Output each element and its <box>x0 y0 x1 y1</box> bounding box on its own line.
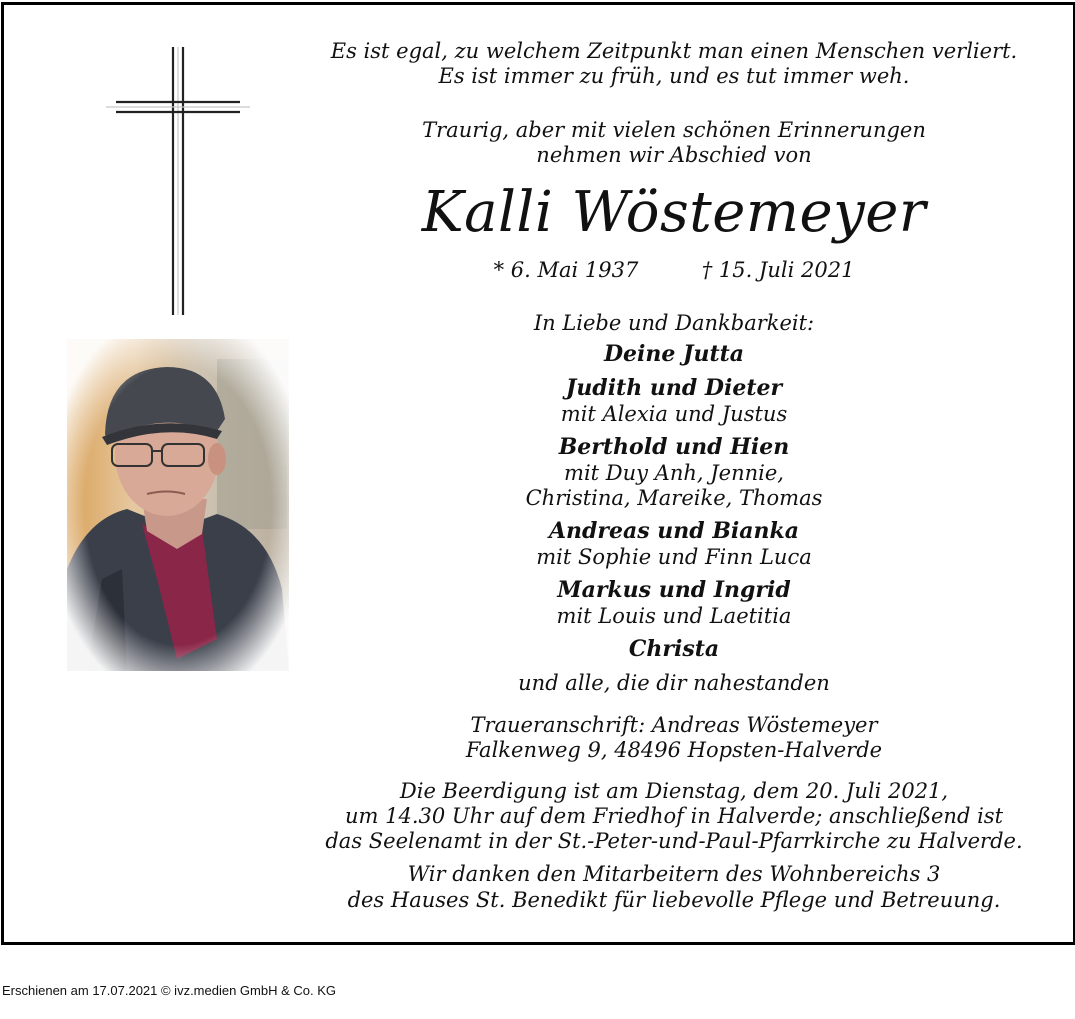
publication-footer: Erschienen am 17.07.2021 © ivz.medien GmbH & Co. KG <box>2 983 337 998</box>
motto-line-1: Es ist egal, zu welchem Zeitpunkt man einen Menschen verliert. <box>330 39 1018 63</box>
mourners-closing: und alle, die dir nahestanden <box>518 671 830 695</box>
cross-icon <box>102 45 252 317</box>
intro-line-1: Traurig, aber mit vielen schönen Erinnerungen <box>422 118 926 142</box>
mourner-companions: mit Sophie und Finn Luca <box>536 545 812 569</box>
mourner-companions: mit Alexia und Justus <box>560 402 788 426</box>
mourner-name: Berthold und Hien <box>558 434 790 460</box>
intro-line-2: nehmen wir Abschied von <box>536 143 812 167</box>
mourner-companions: Christina, Mareike, Thomas <box>525 486 823 510</box>
mourner-name: Markus und Ingrid <box>557 577 791 603</box>
motto-line-2: Es ist immer zu früh, und es tut immer weh. <box>438 64 910 88</box>
thanks-line-2: des Hauses St. Benedikt für liebevolle Pflege und Betreuung. <box>347 888 1001 912</box>
birth-date: * 6. Mai 1937 <box>493 258 639 282</box>
mourners-heading: In Liebe und Dankbarkeit: <box>533 311 815 335</box>
deceased-name: Kalli Wöstemeyer <box>421 180 927 245</box>
mourner-name: Andreas und Bianka <box>548 518 800 544</box>
address-line-1: Traueranschrift: Andreas Wöstemeyer <box>470 713 878 737</box>
thanks-line-1: Wir danken den Mitarbeitern des Wohnbereichs 3 <box>407 862 941 886</box>
mourner-name: Judith und Dieter <box>565 375 783 401</box>
mourner-companions: mit Louis und Laetitia <box>556 604 792 628</box>
life-dates <box>244 258 1075 283</box>
funeral-line-1: Die Beerdigung ist am Dienstag, dem 20. Juli 2021, <box>399 779 949 803</box>
mourner-name: Christa <box>628 636 720 662</box>
funeral-line-3: das Seelenamt in der St.-Peter-und-Paul-Pfarrkirche zu Halverde. <box>325 829 1023 853</box>
mourner-companions: mit Duy Anh, Jennie, <box>564 461 784 485</box>
mourner-name: Deine Jutta <box>603 341 745 367</box>
funeral-line-2: um 14.30 Uhr auf dem Friedhof in Halverde; anschließend ist <box>344 804 1004 828</box>
death-date: † 15. Juli 2021 <box>701 258 855 282</box>
address-line-2: Falkenweg 9, 48496 Hopsten-Halverde <box>465 738 883 762</box>
obituary-notice <box>1 2 1075 945</box>
